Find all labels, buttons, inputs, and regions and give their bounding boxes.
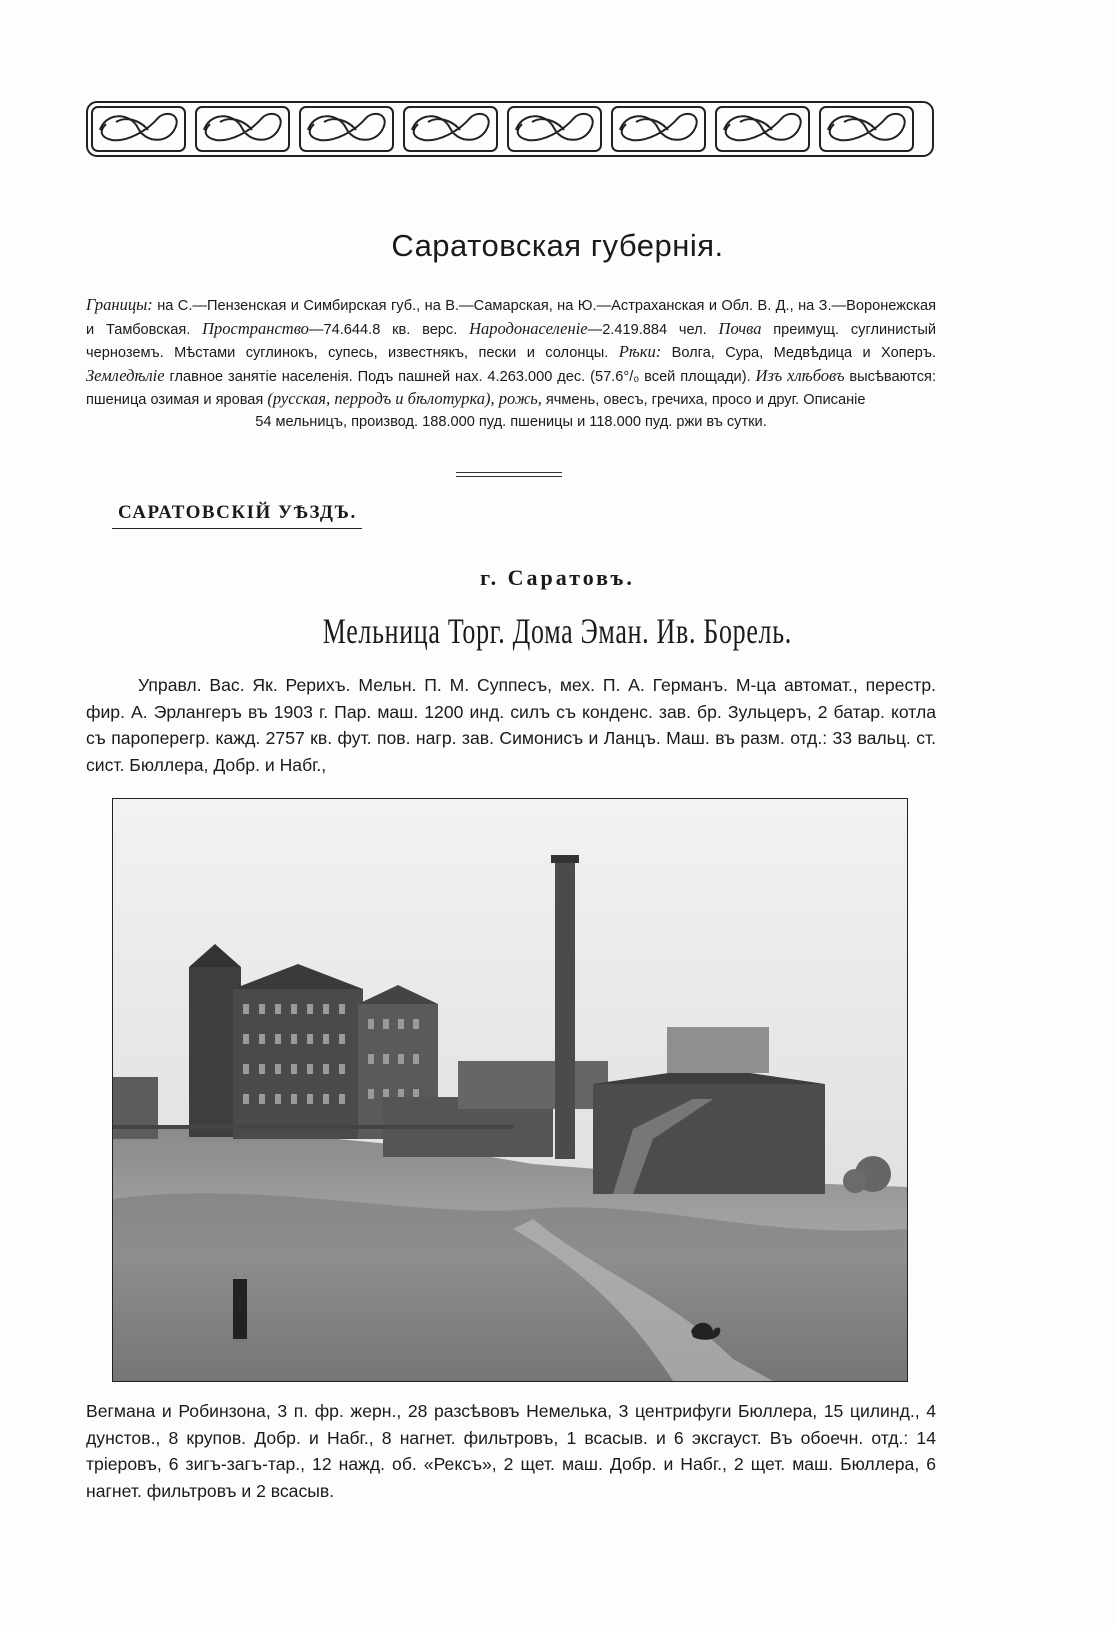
intro-segment: —2.419.884 чел. [587,321,719,338]
intro-segment: на С.—Пензенская и Симбирская губ., на В.—Самарская, на Ю.—Астраханская и Обл. В. Д., на З.—Воронежская и Тамбовская. [86,298,936,338]
page-title: Саратовская губернія. [391,228,724,263]
city-heading: г. Саратовъ. [480,565,635,590]
intro-text [86,294,936,433]
intro-segment: ячмень, овесъ, гречиха, просо и друг. Описаніе [541,392,866,408]
label-narodonaselenie: Народонаселеніе [469,318,588,338]
divider-rule [456,476,562,477]
label-sorta: (русская, перродъ и бѣлотурка), рожь, [267,389,542,408]
intro-segment: —74.644.8 кв. верс. [308,321,470,338]
intro-last-line: 54 мельницъ, производ. 188.000 пуд. пшеницы и 118.000 пуд. ржи въ сутки. [255,413,767,430]
mill-photograph [112,798,908,1382]
intro-segment: Волга, Сура, Медвѣдица и Хоперъ. [661,345,936,361]
paragraph-1: Управл. Вас. Як. Рерихъ. Мельн. П. М. Суппесъ, мех. П. А. Германъ. М-ца автомат., перестр. фир. А. Эрлангеръ въ 1903 г. Пар. маш. 1200 инд. силъ съ конденс. зав. бр. Зульцеръ, 2 батар. котла съ пароперегр. кажд. 2757 кв. фут. пов. нагр. зав. Симонисъ и Ланцъ. Маш. въ разм. отд.: 33 вальц. ст. сист. Бюллера, Добр. и Набг., [86,675,936,775]
mill-title: Мельница Торг. Дома Эман. Ив. Борель. [322,611,792,651]
label-granitsy: Границы: [86,295,153,314]
mill-photo-drawing [113,799,907,1381]
divider-rule [456,472,562,473]
intro-segment: высѣваются: пшеница озимая и яровая [86,368,936,408]
label-khleba: Изъ хлѣбовъ [755,365,845,385]
label-pochva: Почва [718,318,762,338]
district-heading: САРАТОВСКІЙ УѢЗДЪ. [112,502,362,529]
intro-segment: главное занятіе населенія. Подъ пашней нах. 4.263.000 дес. (57.6°/₀ всей площади). [164,368,756,385]
intro-segment: преимущ. суглинистый черноземъ. Мѣстами суглинокъ, супесь, известнякъ, пески и солонцы. [86,321,936,361]
paragraph-2: Вегмана и Робинзона, 3 п. фр. жерн., 28 разсѣвовъ Немелька, 3 центрифуги Бюллера, 15 цилинд., 4 дунстов., 8 крупов. Добр. и Набг., 8 нагнет. фильтровъ, 1 всасыв. и 6 эксгауст. Въ обоечн. отд.: 14 тріеровъ, 6 зигъ-загъ-тар., 12 нажд. об. «Рексъ», 2 щет. маш. Добр. и Набг., 2 щет. маш. Бюллера, 6 нагнет. фильтровъ и 2 всасыв. [86,1401,936,1501]
label-zemledelie: Земледѣліе [86,365,165,385]
label-prostranstvo: Пространство [202,318,309,338]
ornamental-border [86,100,934,158]
label-reki: Рѣки: [618,342,662,361]
